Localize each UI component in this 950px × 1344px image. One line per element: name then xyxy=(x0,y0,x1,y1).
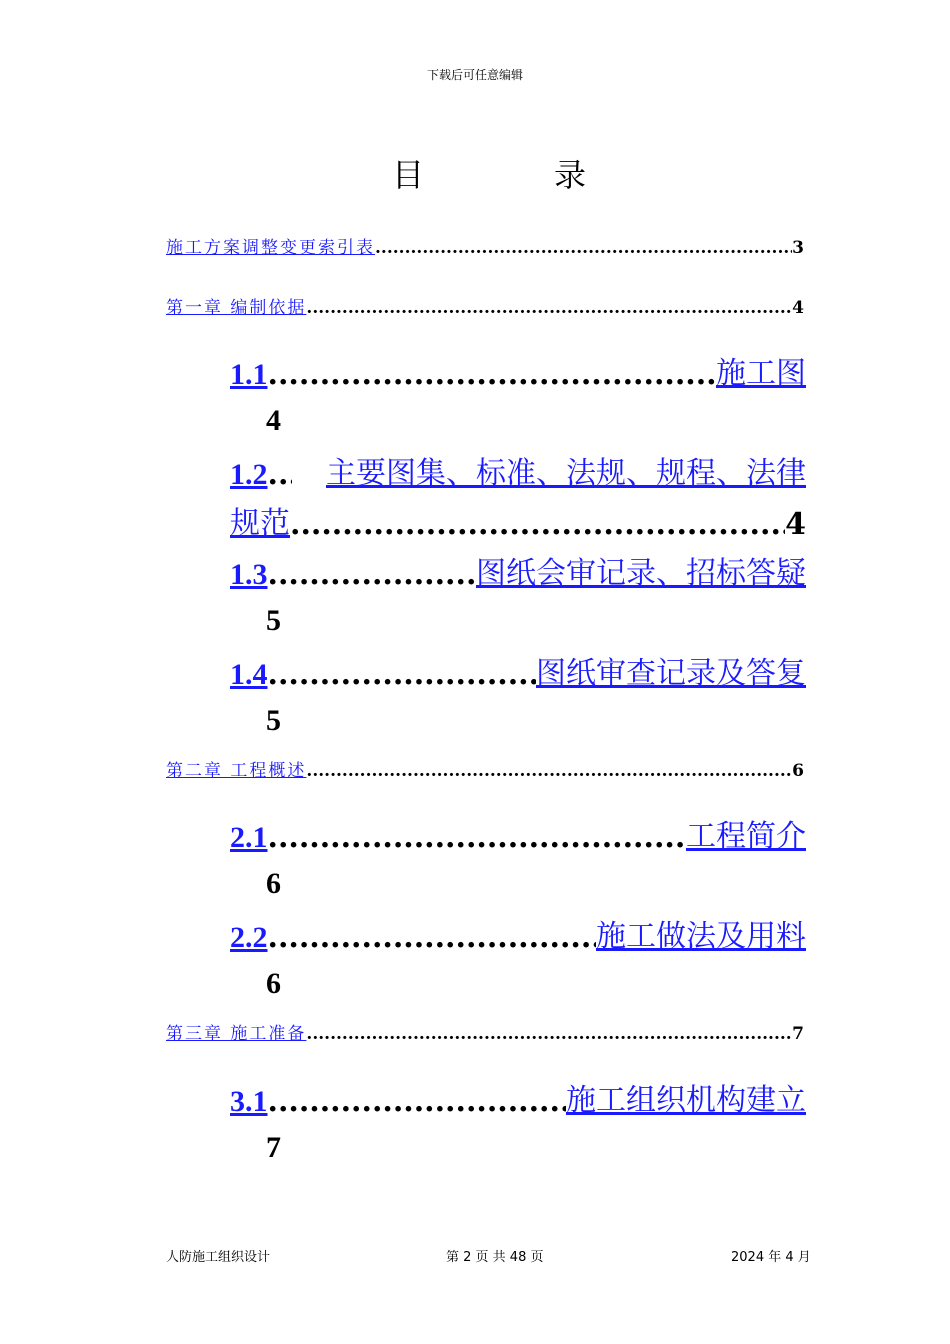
toc-section-number[interactable]: 1.3 xyxy=(230,558,268,591)
toc-entry-1-2-continued[interactable] xyxy=(230,502,806,542)
toc-leader-dots xyxy=(268,357,717,392)
toc-page-number: 6 xyxy=(792,761,804,781)
footer-document-title: 人防施工组织设计 xyxy=(166,1250,271,1265)
footer-date: 2024 年 4 月 xyxy=(731,1250,811,1265)
toc-entry-2-1[interactable] xyxy=(230,815,806,855)
toc-link[interactable]: 施工组织机构建立 xyxy=(566,1083,806,1118)
toc-leader-dots xyxy=(268,557,477,592)
toc-entry-2-2[interactable] xyxy=(230,915,806,955)
toc-page-number: 7 xyxy=(266,1131,281,1164)
toc-entry-1-2[interactable] xyxy=(230,452,806,492)
toc-page-number: 6 xyxy=(266,967,281,1000)
toc-link[interactable]: 图纸会审记录、招标答疑 xyxy=(476,556,806,591)
toc-leader-dots xyxy=(306,298,792,318)
toc-link[interactable]: 施工图 xyxy=(716,356,806,391)
toc-leader-dots xyxy=(375,238,792,258)
toc-section-number[interactable]: 1.4 xyxy=(230,658,268,691)
toc-page-number: 5 xyxy=(266,704,281,737)
toc-entry-1-1[interactable] xyxy=(230,352,806,392)
title-char-right: 录 xyxy=(554,156,587,194)
toc-link[interactable]: 施工做法及用料 xyxy=(596,919,806,954)
toc-entry-index-table[interactable] xyxy=(166,234,804,258)
page-title xyxy=(392,150,586,196)
toc-section-number[interactable]: 3.1 xyxy=(230,1085,268,1118)
toc-page-number: 3 xyxy=(792,238,804,258)
toc-page-number: 5 xyxy=(266,604,281,637)
toc-entry-1-3[interactable] xyxy=(230,552,806,592)
toc-link[interactable]: 第三章 施工准备 xyxy=(166,1024,307,1044)
toc-link[interactable]: 规范 xyxy=(230,506,290,541)
footer-page-count: 第 2 页 共 48 页 xyxy=(446,1250,544,1265)
toc-entry-chapter-3[interactable] xyxy=(166,1020,804,1044)
toc-section-number[interactable]: 2.2 xyxy=(230,921,268,954)
header-note: 下载后可任意编辑 xyxy=(426,68,523,82)
toc-entry-3-1[interactable] xyxy=(230,1079,806,1119)
toc-page-number: 4 xyxy=(785,507,806,542)
toc-leader-dots xyxy=(290,507,785,542)
toc-entry-1-4[interactable] xyxy=(230,652,806,692)
title-char-left: 目 xyxy=(392,156,425,194)
toc-page-number: 6 xyxy=(266,867,281,900)
toc-leader-dots xyxy=(268,1084,567,1119)
toc-entry-chapter-1[interactable] xyxy=(166,294,804,318)
toc-leader-dots xyxy=(268,657,537,692)
toc-link[interactable]: 工程简介 xyxy=(686,819,806,854)
toc-page-number: 4 xyxy=(266,404,281,437)
toc-link[interactable]: 第二章 工程概述 xyxy=(166,761,307,781)
toc-leader-dots xyxy=(306,1024,792,1044)
toc-link[interactable]: 主要图集、标准、法规、规程、法律 xyxy=(326,456,806,491)
toc-section-number[interactable]: 1.1 xyxy=(230,358,268,391)
toc-entry-chapter-2[interactable] xyxy=(166,757,804,781)
toc-leader-dots xyxy=(268,820,687,855)
toc-page-number: 7 xyxy=(792,1024,804,1044)
toc-section-number[interactable]: 1.2 xyxy=(230,458,268,491)
toc-leader-dots xyxy=(306,761,792,781)
toc-section-number[interactable]: 2.1 xyxy=(230,821,268,854)
toc-leader-dots xyxy=(268,457,292,492)
toc-page-number: 4 xyxy=(792,298,804,318)
toc-leader-dots xyxy=(268,920,597,955)
toc-link[interactable]: 施工方案调整变更索引表 xyxy=(166,238,375,258)
toc-link[interactable]: 图纸审查记录及答复 xyxy=(536,656,806,691)
toc-link[interactable]: 第一章 编制依据 xyxy=(166,298,307,318)
